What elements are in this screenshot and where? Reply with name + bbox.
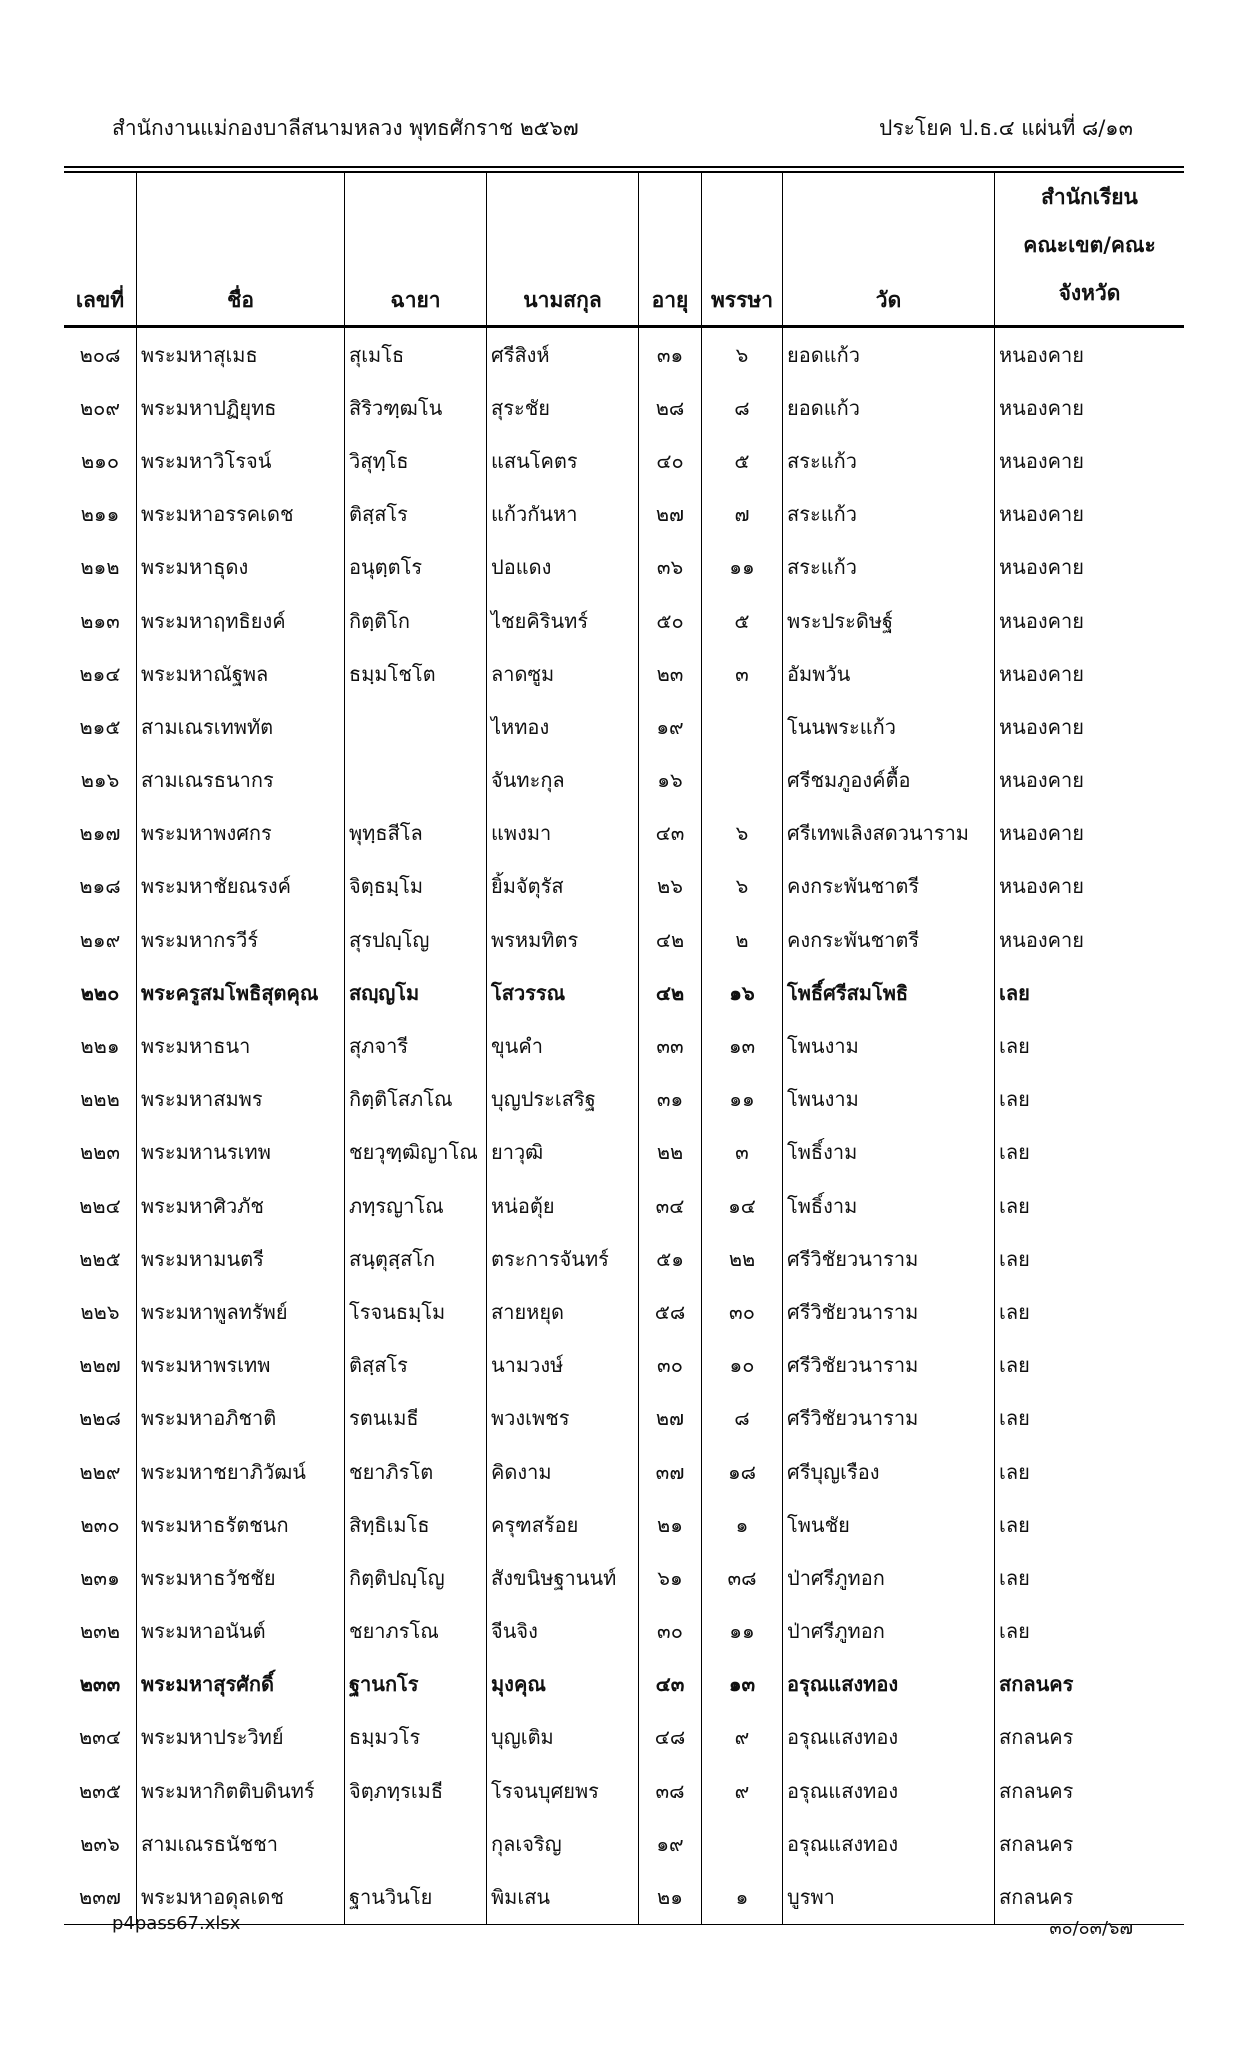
table-row bbox=[64, 1073, 1184, 1126]
table-row bbox=[64, 1817, 1184, 1870]
cell-age: ๓๐ bbox=[639, 1339, 702, 1392]
cell-location: หนองคาย bbox=[995, 754, 1185, 807]
cell-location: หนองคาย bbox=[995, 647, 1185, 700]
cell-location: หนองคาย bbox=[995, 434, 1185, 487]
cell-chaya: ชยาภรโณ bbox=[345, 1605, 487, 1658]
cell-no: ๒๒๘ bbox=[79, 1406, 121, 1431]
table-row bbox=[64, 1285, 1184, 1338]
cell-wat: อรุณแสงทอง bbox=[783, 1658, 995, 1711]
cell-location: สกลนคร bbox=[995, 1764, 1185, 1817]
cell-pansa: ๑๑ bbox=[702, 1605, 783, 1658]
cell-no: ๒๒๖ bbox=[80, 1299, 120, 1324]
cell-age: ๔๓ bbox=[639, 1658, 702, 1711]
cell-wat: โพนชัย bbox=[783, 1498, 995, 1551]
cell-pansa: ๑๓ bbox=[702, 1019, 783, 1072]
cell-age: ๔๐ bbox=[639, 434, 702, 487]
cell-wat: โพธิ์ศรีสมโพธิ bbox=[783, 966, 995, 1019]
cell-wat: โพธิ์งาม bbox=[783, 1126, 995, 1179]
cell-no: ๒๓๔ bbox=[79, 1725, 121, 1750]
cell-location: เลย bbox=[995, 1019, 1185, 1072]
cell-location: หนองคาย bbox=[995, 327, 1185, 382]
table-row bbox=[64, 1445, 1184, 1498]
cell-wat: อรุณแสงทอง bbox=[783, 1764, 995, 1817]
table-row bbox=[64, 1658, 1184, 1711]
cell-location: เลย bbox=[995, 1179, 1185, 1232]
footer-filename: p4pass67.xlsx bbox=[112, 1913, 241, 1934]
cell-name: พระมหาธรัตชนก bbox=[137, 1498, 345, 1551]
table-row bbox=[64, 1711, 1184, 1764]
cell-surname: แพงมา bbox=[487, 807, 639, 860]
col-header-location-line2: คณะเขต/คณะจังหวัด bbox=[1023, 233, 1156, 305]
cell-surname: สายหยุด bbox=[487, 1285, 639, 1338]
cell-no: ๒๐๙ bbox=[79, 395, 121, 420]
cell-surname: โสวรรณ bbox=[487, 966, 639, 1019]
cell-surname: พิมเสน bbox=[487, 1870, 639, 1924]
cell-age: ๔๒ bbox=[639, 966, 702, 1019]
cell-surname: ยาวุฒิ bbox=[487, 1126, 639, 1179]
col-header-no: เลขที่ bbox=[64, 172, 137, 327]
cell-wat: ป่าศรีภูทอก bbox=[783, 1551, 995, 1604]
cell-chaya: กิตฺติโสภโณ bbox=[345, 1073, 487, 1126]
cell-surname: พวงเพชร bbox=[487, 1392, 639, 1445]
header-sheet-info: ประโยค ป.ธ.๔ แผ่นที่ ๘/๑๓ bbox=[879, 116, 1133, 140]
cell-no: ๒๓๕ bbox=[79, 1778, 121, 1803]
cell-surname: ลาดซูม bbox=[487, 647, 639, 700]
cell-age: ๒๗ bbox=[639, 488, 702, 541]
cell-wat: อรุณแสงทอง bbox=[783, 1711, 995, 1764]
cell-location: หนองคาย bbox=[995, 541, 1185, 594]
table-row bbox=[64, 1392, 1184, 1445]
cell-age: ๒๖ bbox=[639, 860, 702, 913]
cell-pansa: ๖ bbox=[702, 860, 783, 913]
cell-surname: แสนโคตร bbox=[487, 434, 639, 487]
cell-surname: ปอแดง bbox=[487, 541, 639, 594]
cell-location: หนองคาย bbox=[995, 807, 1185, 860]
cell-surname: หน่อตุ้ย bbox=[487, 1179, 639, 1232]
cell-name: พระมหากิตติบดินทร์ bbox=[137, 1764, 345, 1817]
cell-no: ๒๑๔ bbox=[79, 661, 121, 686]
cell-surname: แก้วกันหา bbox=[487, 488, 639, 541]
cell-no: ๒๓๑ bbox=[80, 1565, 120, 1590]
cell-chaya: ติสฺสโร bbox=[345, 1339, 487, 1392]
cell-no: ๒๓๓ bbox=[79, 1672, 121, 1697]
cell-name: พระมหาวิโรจน์ bbox=[137, 434, 345, 487]
table-row bbox=[64, 807, 1184, 860]
cell-no: ๒๐๘ bbox=[79, 342, 121, 367]
cell-name: สามเณรธนากร bbox=[137, 754, 345, 807]
cell-wat: ศรีวิชัยวนาราม bbox=[783, 1339, 995, 1392]
cell-chaya: จิตฺธมฺโม bbox=[345, 860, 487, 913]
cell-age: ๑๙ bbox=[639, 1817, 702, 1870]
cell-pansa: ๙ bbox=[702, 1764, 783, 1817]
cell-surname: จันทะกุล bbox=[487, 754, 639, 807]
table-body bbox=[64, 327, 1184, 1925]
cell-pansa: ๑๖ bbox=[702, 966, 783, 1019]
cell-no: ๒๑๗ bbox=[79, 821, 121, 846]
cell-chaya: สิทฺธิเมโธ bbox=[345, 1498, 487, 1551]
table-header-row bbox=[64, 172, 1184, 327]
cell-pansa: ๒ bbox=[702, 913, 783, 966]
cell-wat: ศรีเทพเลิงสดวนาราม bbox=[783, 807, 995, 860]
cell-chaya: โรจนธมฺโม bbox=[345, 1285, 487, 1338]
cell-age: ๓๗ bbox=[639, 1445, 702, 1498]
cell-name: พระมหาธุดง bbox=[137, 541, 345, 594]
cell-chaya: รตนเมธี bbox=[345, 1392, 487, 1445]
cell-wat: โพนงาม bbox=[783, 1073, 995, 1126]
cell-age: ๓๔ bbox=[639, 1179, 702, 1232]
cell-surname: ขุนคำ bbox=[487, 1019, 639, 1072]
cell-wat: โพนงาม bbox=[783, 1019, 995, 1072]
cell-no: ๒๑๓ bbox=[80, 608, 120, 633]
cell-wat: สระแก้ว bbox=[783, 434, 995, 487]
cell-no: ๒๑๑ bbox=[80, 502, 120, 527]
cell-name: พระมหาธวัชชัย bbox=[137, 1551, 345, 1604]
cell-pansa: ๑๑ bbox=[702, 541, 783, 594]
table-row bbox=[64, 647, 1184, 700]
header-office: สำนักงานแม่กองบาลีสนามหลวง พุทธศักราช ๒๕๖๗ bbox=[112, 116, 579, 140]
cell-chaya: ธมฺมวโร bbox=[345, 1711, 487, 1764]
cell-pansa: ๓ bbox=[702, 1126, 783, 1179]
cell-wat: อัมพวัน bbox=[783, 647, 995, 700]
cell-name: พระมหาสมพร bbox=[137, 1073, 345, 1126]
cell-surname: นามวงษ์ bbox=[487, 1339, 639, 1392]
cell-wat: โพธิ์งาม bbox=[783, 1179, 995, 1232]
cell-chaya: สุรปญฺโญ bbox=[345, 913, 487, 966]
cell-no: ๒๒๒ bbox=[80, 1087, 120, 1112]
cell-chaya: สนฺตุสฺสโก bbox=[345, 1232, 487, 1285]
cell-chaya: อนุตฺตโร bbox=[345, 541, 487, 594]
cell-chaya: สุภจารี bbox=[345, 1019, 487, 1072]
col-header-wat: วัด bbox=[783, 172, 995, 327]
top-rule bbox=[64, 166, 1184, 168]
cell-pansa: ๓๘ bbox=[702, 1551, 783, 1604]
cell-no: ๒๒๐ bbox=[80, 980, 120, 1005]
table-row bbox=[64, 1232, 1184, 1285]
cell-no: ๒๓๐ bbox=[80, 1512, 120, 1537]
cell-chaya: ภทฺรญาโณ bbox=[345, 1179, 487, 1232]
cell-age: ๒๒ bbox=[639, 1126, 702, 1179]
cell-age: ๓๖ bbox=[639, 541, 702, 594]
cell-location: หนองคาย bbox=[995, 381, 1185, 434]
col-header-age: อายุ bbox=[639, 172, 702, 327]
cell-location: สกลนคร bbox=[995, 1870, 1185, 1924]
cell-location: หนองคาย bbox=[995, 488, 1185, 541]
cell-name: พระมหาอดุลเดช bbox=[137, 1870, 345, 1924]
cell-surname: สังขนิษฐานนท์ bbox=[487, 1551, 639, 1604]
cell-location: สกลนคร bbox=[995, 1658, 1185, 1711]
cell-pansa: ๙ bbox=[702, 1711, 783, 1764]
cell-no: ๒๓๒ bbox=[79, 1619, 121, 1644]
cell-location: สกลนคร bbox=[995, 1711, 1185, 1764]
cell-location: หนองคาย bbox=[995, 700, 1185, 753]
cell-name: พระมหาอนันต์ bbox=[137, 1605, 345, 1658]
cell-chaya bbox=[345, 700, 487, 753]
cell-name: พระมหาพรเทพ bbox=[137, 1339, 345, 1392]
cell-location: หนองคาย bbox=[995, 860, 1185, 913]
table-row bbox=[64, 754, 1184, 807]
col-header-pansa: พรรษา bbox=[702, 172, 783, 327]
cell-location: หนองคาย bbox=[995, 594, 1185, 647]
cell-chaya: ติสฺสโร bbox=[345, 488, 487, 541]
cell-pansa: ๕ bbox=[702, 434, 783, 487]
col-header-chaya: ฉายา bbox=[345, 172, 487, 327]
table-row bbox=[64, 434, 1184, 487]
cell-wat: ศรีวิชัยวนาราม bbox=[783, 1285, 995, 1338]
cell-wat: สระแก้ว bbox=[783, 541, 995, 594]
col-header-name: ชื่อ bbox=[137, 172, 345, 327]
cell-wat: ศรีวิชัยวนาราม bbox=[783, 1392, 995, 1445]
cell-no: ๒๒๗ bbox=[79, 1353, 121, 1378]
cell-age: ๓๓ bbox=[639, 1019, 702, 1072]
cell-chaya: ชยาภิรโต bbox=[345, 1445, 487, 1498]
cell-surname: ตระการจันทร์ bbox=[487, 1232, 639, 1285]
cell-age: ๔๒ bbox=[639, 913, 702, 966]
results-table bbox=[64, 171, 1184, 1925]
cell-age: ๒๑ bbox=[639, 1498, 702, 1551]
cell-pansa: ๑๔ bbox=[702, 1179, 783, 1232]
table-row bbox=[64, 1551, 1184, 1604]
cell-pansa: ๕ bbox=[702, 594, 783, 647]
cell-pansa: ๒๒ bbox=[702, 1232, 783, 1285]
cell-no: ๒๑๒ bbox=[80, 555, 120, 580]
cell-age: ๒๘ bbox=[639, 381, 702, 434]
cell-surname: จีนจิง bbox=[487, 1605, 639, 1658]
cell-name: พระครูสมโพธิสุตคุณ bbox=[137, 966, 345, 1019]
cell-chaya bbox=[345, 754, 487, 807]
cell-pansa: ๓ bbox=[702, 647, 783, 700]
col-header-location bbox=[995, 172, 1185, 327]
col-header-surname: นามสกุล bbox=[487, 172, 639, 327]
cell-no: ๒๑๕ bbox=[79, 714, 121, 739]
cell-wat: ศรีชมภูองค์ตื้อ bbox=[783, 754, 995, 807]
table-row bbox=[64, 1339, 1184, 1392]
cell-wat: ป่าศรีภูทอก bbox=[783, 1605, 995, 1658]
cell-age: ๒๓ bbox=[639, 647, 702, 700]
cell-age: ๒๑ bbox=[639, 1870, 702, 1924]
cell-chaya: สญฺญโม bbox=[345, 966, 487, 1019]
cell-name: พระมหาสุเมธ bbox=[137, 327, 345, 382]
cell-pansa bbox=[702, 700, 783, 753]
cell-no: ๒๑๐ bbox=[80, 448, 120, 473]
cell-location: สกลนคร bbox=[995, 1817, 1185, 1870]
cell-chaya: กิตฺติปญฺโญ bbox=[345, 1551, 487, 1604]
cell-age: ๕๑ bbox=[639, 1232, 702, 1285]
cell-name: พระมหากรวีร์ bbox=[137, 913, 345, 966]
cell-location: หนองคาย bbox=[995, 913, 1185, 966]
cell-name: พระมหามนตรี bbox=[137, 1232, 345, 1285]
cell-name: พระมหาประวิทย์ bbox=[137, 1711, 345, 1764]
cell-location: เลย bbox=[995, 1285, 1185, 1338]
cell-name: พระมหาสุรศักดิ์ bbox=[137, 1658, 345, 1711]
table-row bbox=[64, 860, 1184, 913]
cell-name: สามเณรธนัชชา bbox=[137, 1817, 345, 1870]
cell-chaya: สุเมโธ bbox=[345, 327, 487, 382]
col-header-location-line1: สำนักเรียน bbox=[1041, 185, 1138, 209]
cell-surname: ยิ้มจัตุรัส bbox=[487, 860, 639, 913]
cell-age: ๓๑ bbox=[639, 1073, 702, 1126]
table-row bbox=[64, 1179, 1184, 1232]
table-row bbox=[64, 541, 1184, 594]
cell-chaya: ธมฺมโชโต bbox=[345, 647, 487, 700]
cell-pansa: ๘ bbox=[702, 381, 783, 434]
cell-location: เลย bbox=[995, 1551, 1185, 1604]
cell-name: พระมหาศิวภัช bbox=[137, 1179, 345, 1232]
cell-chaya: ฐานวินโย bbox=[345, 1870, 487, 1924]
cell-age: ๑๖ bbox=[639, 754, 702, 807]
cell-surname: พรหมทิตร bbox=[487, 913, 639, 966]
cell-no: ๒๓๖ bbox=[80, 1831, 120, 1856]
cell-age: ๖๑ bbox=[639, 1551, 702, 1604]
cell-pansa: ๑๓ bbox=[702, 1658, 783, 1711]
table-row bbox=[64, 1019, 1184, 1072]
cell-name: สามเณรเทพทัต bbox=[137, 700, 345, 753]
table-row bbox=[64, 1764, 1184, 1817]
cell-location: เลย bbox=[995, 1605, 1185, 1658]
table-row bbox=[64, 700, 1184, 753]
cell-age: ๒๗ bbox=[639, 1392, 702, 1445]
cell-surname: ครุฑสร้อย bbox=[487, 1498, 639, 1551]
cell-surname: มุงคุณ bbox=[487, 1658, 639, 1711]
cell-name: พระมหาชัยณรงค์ bbox=[137, 860, 345, 913]
cell-name: พระมหาปฏิยุทธ bbox=[137, 381, 345, 434]
cell-name: พระมหาอภิชาติ bbox=[137, 1392, 345, 1445]
cell-surname: สุระชัย bbox=[487, 381, 639, 434]
cell-no: ๒๒๙ bbox=[79, 1459, 121, 1484]
cell-wat: ยอดแก้ว bbox=[783, 381, 995, 434]
cell-location: เลย bbox=[995, 1392, 1185, 1445]
cell-age: ๓๑ bbox=[639, 327, 702, 382]
cell-no: ๒๒๔ bbox=[79, 1193, 121, 1218]
table-row bbox=[64, 594, 1184, 647]
cell-name: พระมหาธนา bbox=[137, 1019, 345, 1072]
cell-wat: ยอดแก้ว bbox=[783, 327, 995, 382]
cell-chaya: ชยวุฑฺฒิญาโณ bbox=[345, 1126, 487, 1179]
cell-no: ๒๒๕ bbox=[79, 1246, 121, 1271]
cell-name: พระมหาณัฐพล bbox=[137, 647, 345, 700]
cell-wat: คงกระพันชาตรี bbox=[783, 913, 995, 966]
cell-no: ๒๒๑ bbox=[80, 1034, 120, 1059]
cell-surname: ศรีสิงห์ bbox=[487, 327, 639, 382]
cell-name: พระมหานรเทพ bbox=[137, 1126, 345, 1179]
cell-surname: คิดงาม bbox=[487, 1445, 639, 1498]
cell-age: ๓๐ bbox=[639, 1605, 702, 1658]
cell-pansa: ๑๑ bbox=[702, 1073, 783, 1126]
cell-surname: บุญประเสริฐ bbox=[487, 1073, 639, 1126]
cell-pansa: ๓๐ bbox=[702, 1285, 783, 1338]
cell-age: ๕๐ bbox=[639, 594, 702, 647]
cell-location: เลย bbox=[995, 966, 1185, 1019]
cell-surname: บุญเติม bbox=[487, 1711, 639, 1764]
cell-surname: ไชยคิรินทร์ bbox=[487, 594, 639, 647]
table-row bbox=[64, 381, 1184, 434]
cell-chaya: วิสุทฺโธ bbox=[345, 434, 487, 487]
cell-location: เลย bbox=[995, 1445, 1185, 1498]
cell-name: พระมหาอรรคเดช bbox=[137, 488, 345, 541]
cell-no: ๒๑๙ bbox=[79, 927, 121, 952]
table-row bbox=[64, 1498, 1184, 1551]
cell-chaya: ฐานกโร bbox=[345, 1658, 487, 1711]
cell-chaya: กิตฺติโก bbox=[345, 594, 487, 647]
cell-no: ๒๓๗ bbox=[64, 1870, 137, 1924]
cell-name: พระมหาฤทธิยงค์ bbox=[137, 594, 345, 647]
cell-surname: โรจนบุศยพร bbox=[487, 1764, 639, 1817]
table-row bbox=[64, 327, 1184, 382]
cell-wat: บูรพา bbox=[783, 1870, 995, 1924]
cell-age: ๔๘ bbox=[639, 1711, 702, 1764]
cell-chaya: จิตฺภทฺรเมธี bbox=[345, 1764, 487, 1817]
table-row bbox=[64, 1605, 1184, 1658]
cell-wat: ศรีบุญเรือง bbox=[783, 1445, 995, 1498]
cell-name: พระมหาชยาภิวัฒน์ bbox=[137, 1445, 345, 1498]
cell-pansa: ๑๐ bbox=[702, 1339, 783, 1392]
cell-surname: กุลเจริญ bbox=[487, 1817, 639, 1870]
cell-location: เลย bbox=[995, 1339, 1185, 1392]
cell-pansa: ๑๘ bbox=[702, 1445, 783, 1498]
cell-location: เลย bbox=[995, 1126, 1185, 1179]
table-row bbox=[64, 966, 1184, 1019]
cell-chaya: สิริวฑฺฒโน bbox=[345, 381, 487, 434]
table-row bbox=[64, 1126, 1184, 1179]
cell-age: ๕๘ bbox=[639, 1285, 702, 1338]
cell-age: ๔๓ bbox=[639, 807, 702, 860]
cell-wat: สระแก้ว bbox=[783, 488, 995, 541]
cell-pansa: ๖ bbox=[702, 807, 783, 860]
cell-wat: โนนพระแก้ว bbox=[783, 700, 995, 753]
cell-age: ๑๙ bbox=[639, 700, 702, 753]
cell-location: เลย bbox=[995, 1073, 1185, 1126]
cell-name: พระมหาพูลทรัพย์ bbox=[137, 1285, 345, 1338]
cell-wat: อรุณแสงทอง bbox=[783, 1817, 995, 1870]
table-row bbox=[64, 913, 1184, 966]
cell-no: ๒๒๓ bbox=[79, 1140, 121, 1165]
cell-pansa: ๖ bbox=[702, 327, 783, 382]
cell-chaya: พุทฺธสีโล bbox=[345, 807, 487, 860]
cell-surname: ไหทอง bbox=[487, 700, 639, 753]
cell-pansa: ๘ bbox=[702, 1392, 783, 1445]
cell-pansa: ๑ bbox=[702, 1870, 783, 1924]
footer-date: ๓๐/๐๓/๖๗ bbox=[1049, 1918, 1133, 1939]
cell-wat: คงกระพันชาตรี bbox=[783, 860, 995, 913]
cell-chaya bbox=[345, 1817, 487, 1870]
cell-name: พระมหาพงศกร bbox=[137, 807, 345, 860]
cell-wat: ศรีวิชัยวนาราม bbox=[783, 1232, 995, 1285]
table-row bbox=[64, 488, 1184, 541]
cell-no: ๒๑๘ bbox=[79, 874, 121, 899]
cell-location: เลย bbox=[995, 1498, 1185, 1551]
cell-pansa: ๗ bbox=[702, 488, 783, 541]
cell-pansa: ๑ bbox=[702, 1498, 783, 1551]
cell-pansa bbox=[702, 754, 783, 807]
cell-wat: พระประดิษฐ์ bbox=[783, 594, 995, 647]
cell-pansa bbox=[702, 1817, 783, 1870]
cell-age: ๓๘ bbox=[639, 1764, 702, 1817]
cell-location: เลย bbox=[995, 1232, 1185, 1285]
cell-no: ๒๑๖ bbox=[80, 768, 120, 793]
